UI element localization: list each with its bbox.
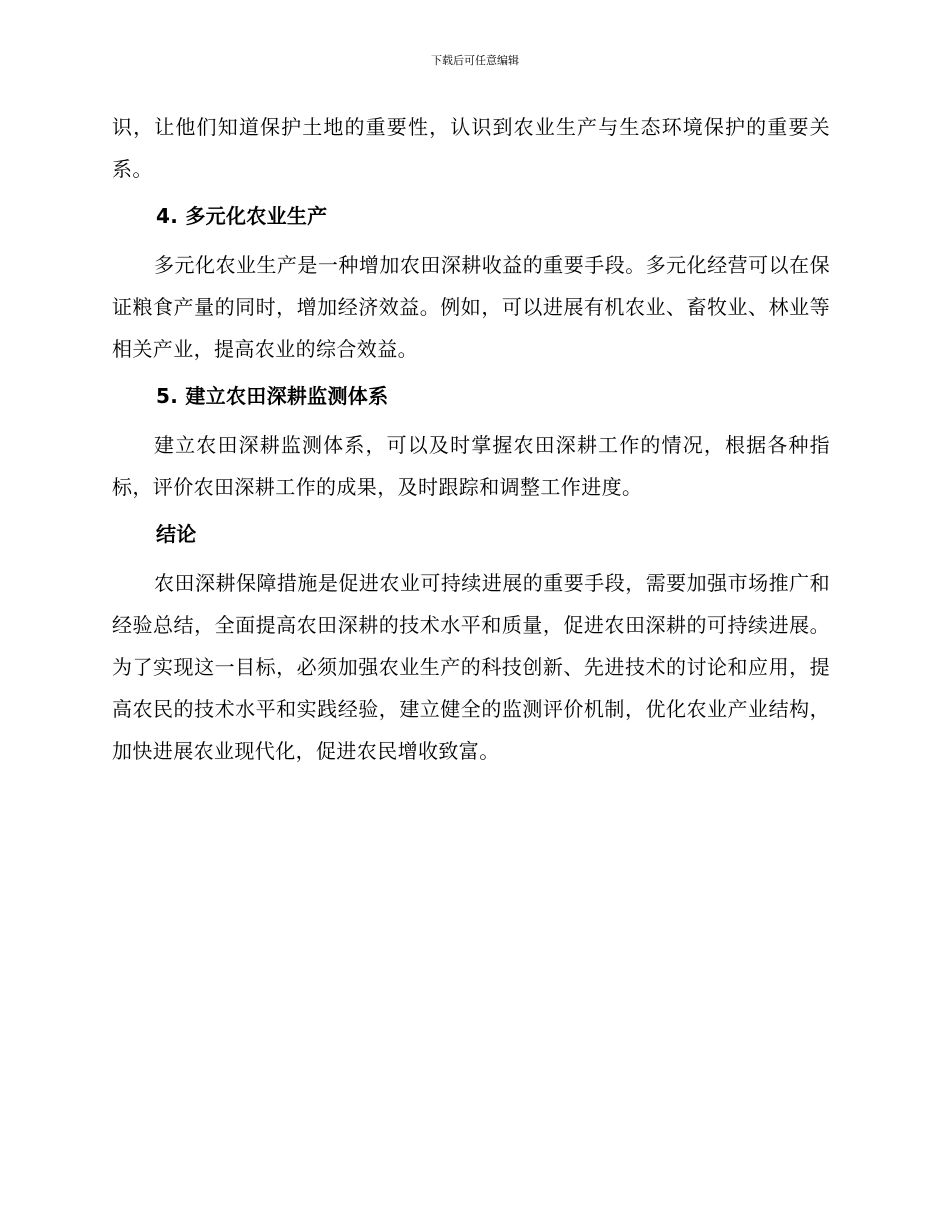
document-body	[112, 106, 830, 772]
paragraph-continued: 识，让他们知道保护土地的重要性，认识到农业生产与生态环境保护的重要关系。	[112, 115, 830, 181]
page-header: 下载后可任意编辑	[431, 54, 519, 67]
paragraph-diversified-production: 多元化农业生产是一种增加农田深耕收益的重要手段。多元化经营可以在保证粮食产量的同时，增加经济效益。例如，可以进展有机农业、畜牧业、林业等相关产业，提高农业的综合效益。	[112, 253, 830, 361]
section-heading-conclusion: 结论	[156, 522, 197, 546]
paragraph-conclusion: 农田深耕保障措施是促进农业可持续进展的重要手段，需要加强市场推广和经验总结，全面提高农田深耕的技术水平和质量，促进农田深耕的可持续进展。为了实现这一目标，必须加强农业生产的科技创新、先进技术的讨论和应用，提高农民的技术水平和实践经验，建立健全的监测评价机制，优化农业产业结构，加快进展农业现代化，促进农民增收致富。	[112, 571, 830, 763]
paragraph-monitoring-system: 建立农田深耕监测体系，可以及时掌握农田深耕工作的情况，根据各种指标，评价农田深耕工作的成果，及时跟踪和调整工作进度。	[112, 433, 830, 499]
section-heading-monitoring-system: 5. 建立农田深耕监测体系	[156, 384, 389, 408]
section-heading-diversified-production: 4. 多元化农业生产	[156, 204, 328, 228]
